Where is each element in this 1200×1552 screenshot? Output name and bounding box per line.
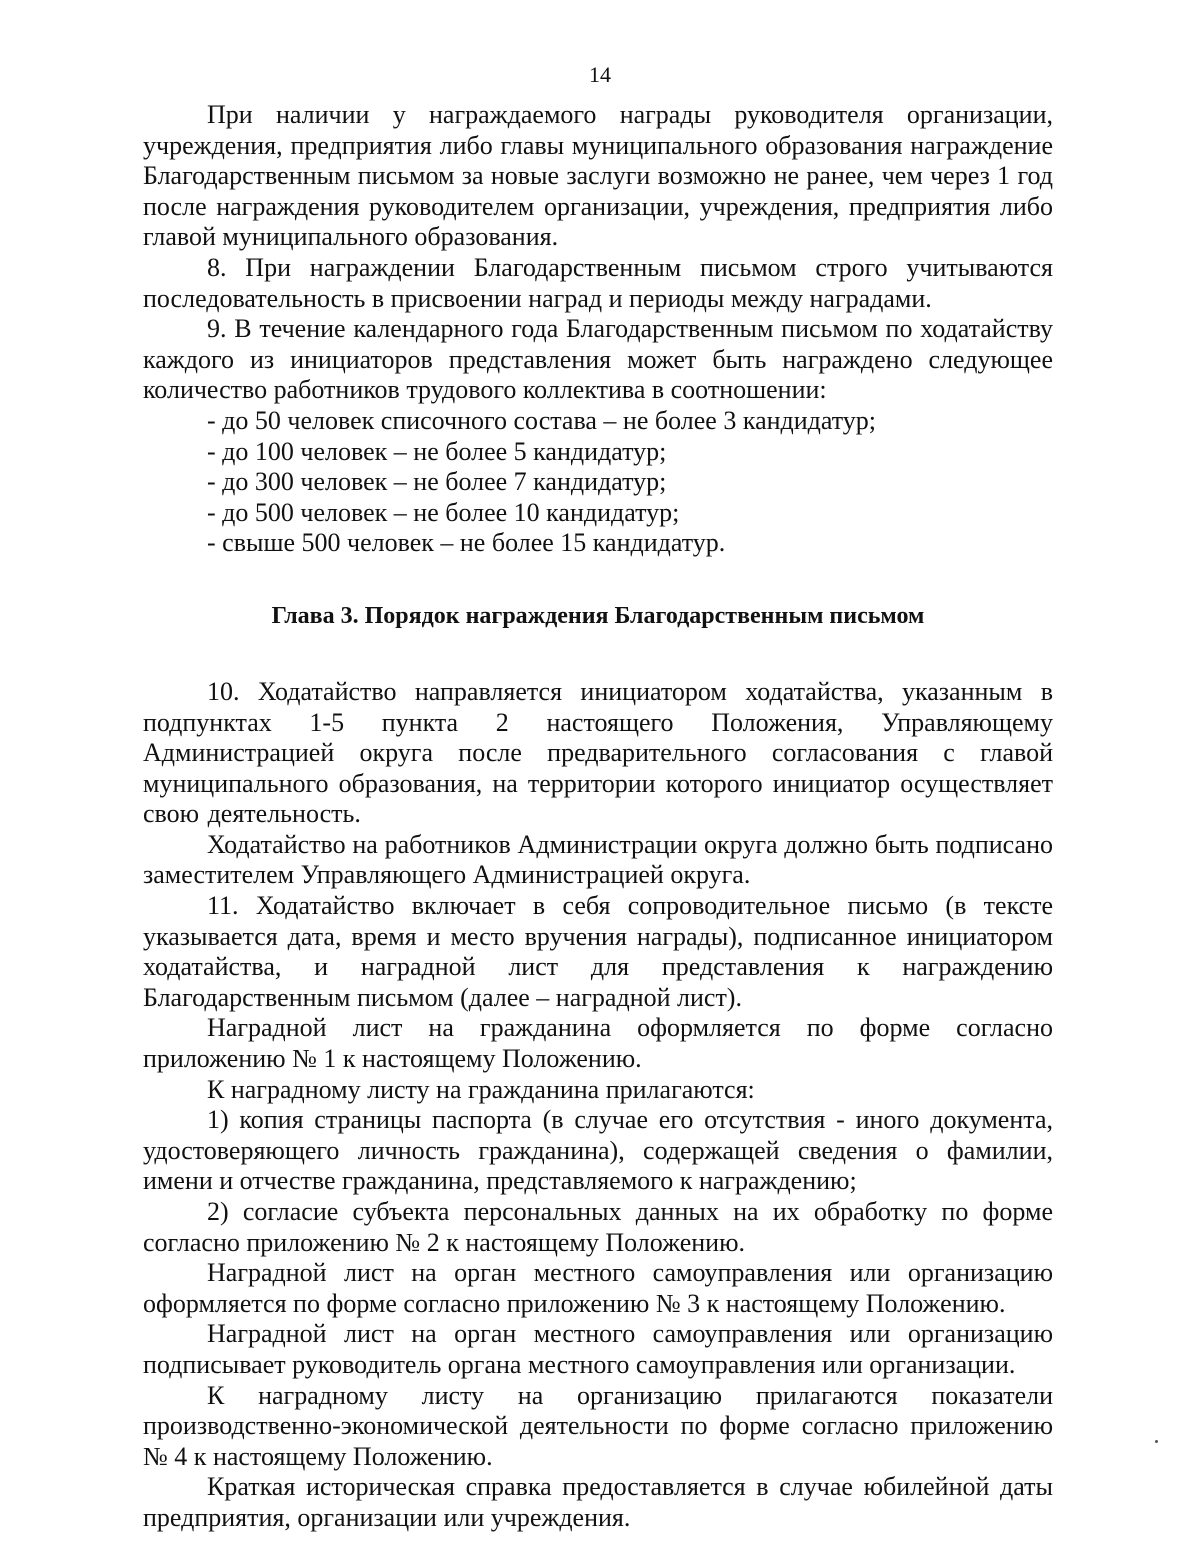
paragraph-admin-staff: Ходатайство на работников Администрации округа должно быть подписано заместителем Управляющего Администрацией округа. — [143, 829, 1053, 890]
paragraph-organization-signature: Наградной лист на орган местного самоуправления или организацию подписывает руководитель органа местного самоуправления или организации. — [143, 1319, 1053, 1379]
paragraph-citizen-form: Наградной лист на гражданина оформляется по форме согласно приложению № 1 к настоящему Положению. — [143, 1013, 1053, 1074]
document-body — [143, 100, 1053, 1534]
paragraph-item-11: 11. Ходатайство включает в себя сопроводительное письмо (в тексте указывается дата, время и место вручения награды), подписанное инициатором ходатайства, и наградной лист для представления к награждению Благодарственным письмом (далее – наградной лист). — [143, 891, 1053, 1012]
paragraph-economic-indicators: К наградному листу на организацию прилагаются показатели производственно-экономической деятельности по форме согласно приложению № 4 к настоящему Положению. — [143, 1380, 1053, 1471]
paragraph-item-8: 8. При награждении Благодарственным письмом строго учитываются последовательность в присвоении наград и периоды между наградами. — [143, 252, 1053, 313]
chapter-heading: Глава 3. Порядок награждения Благодарственным письмом — [271, 602, 925, 629]
staff-limit-item: - свыше 500 человек – не более 15 кандидатур. — [207, 528, 726, 558]
staff-limit-item: - до 100 человек – не более 5 кандидатур; — [207, 436, 667, 466]
paragraph-item-9: 9. В течение календарного года Благодарственным письмом по ходатайству каждого из инициаторов представления может быть награждено следующее количество работников трудового коллектива в соотношении: — [143, 314, 1053, 405]
staff-limit-item: - до 50 человек списочного состава – не более 3 кандидатур; — [207, 405, 877, 435]
paragraph-attachment-consent: 2) согласие субъекта персональных данных на их обработку по форме согласно приложению № 2 к настоящему Положению. — [143, 1197, 1053, 1257]
paragraph-attachments-intro: К наградному листу на гражданина прилагаются: — [207, 1074, 755, 1104]
paragraph-attachment-passport: 1) копия страницы паспорта (в случае его отсутствия - иного документа, удостоверяющего личность гражданина), содержащей сведения о фамилии, имени и отчестве гражданина, представляемого к награждению; — [143, 1105, 1053, 1196]
paragraph-organization-form: Наградной лист на орган местного самоуправления или организацию оформляется по форме согласно приложению № 3 к настоящему Положению. — [143, 1258, 1053, 1318]
paragraph-historical-note: Краткая историческая справка предоставляется в случае юбилейной даты предприятия, организации или учреждения. — [143, 1472, 1053, 1532]
paragraph-award-interval: При наличии у награждаемого награды руководителя организации, учреждения, предприятия либо главы муниципального образования награждение Благодарственным письмом за новые заслуги возможно не ранее, чем через 1 год после награждения руководителем организации, учреждения, предприятия либо главой муниципального образования. — [143, 100, 1053, 252]
page-number: 14 — [589, 62, 611, 87]
staff-limit-item: - до 300 человек – не более 7 кандидатур; — [207, 467, 667, 497]
staff-limit-item: - до 500 человек – не более 10 кандидатур; — [207, 497, 680, 527]
scan-artifact — [1155, 1440, 1158, 1443]
paragraph-item-10: 10. Ходатайство направляется инициатором ходатайства, указанным в подпунктах 1-5 пункта 2 настоящего Положения, Управляющему Администрацией округа после предварительного согласования с главой муниципального образования, на территории которого инициатор осуществляет свою деятельность. — [143, 676, 1053, 829]
